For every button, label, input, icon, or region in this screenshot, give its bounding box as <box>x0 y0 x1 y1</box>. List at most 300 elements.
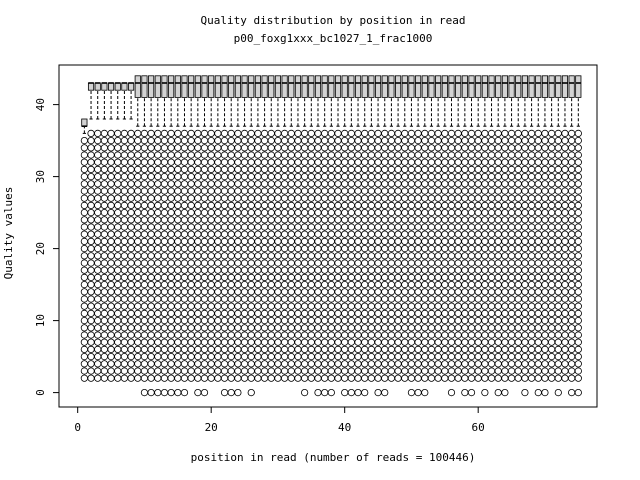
outlier-point <box>295 238 301 244</box>
outlier-point <box>241 166 247 172</box>
outlier-point <box>288 188 294 194</box>
outlier-point <box>341 159 347 165</box>
outlier-point <box>482 339 488 345</box>
outlier-point <box>495 253 501 259</box>
outlier-point <box>321 145 327 151</box>
outlier-point <box>115 181 121 187</box>
outlier-point <box>415 389 421 395</box>
outlier-point <box>115 209 121 215</box>
outlier-point <box>455 152 461 158</box>
outlier-point <box>335 224 341 230</box>
outlier-point <box>108 267 114 273</box>
outlier-point <box>301 267 307 273</box>
outlier-point <box>281 166 287 172</box>
outlier-point <box>348 145 354 151</box>
outlier-point <box>241 159 247 165</box>
outlier-point <box>482 217 488 223</box>
outlier-point <box>301 339 307 345</box>
outlier-point <box>448 224 454 230</box>
outlier-point <box>148 296 154 302</box>
outlier-point <box>181 332 187 338</box>
outlier-point <box>475 145 481 151</box>
outlier-point <box>135 209 141 215</box>
outlier-point <box>435 181 441 187</box>
outlier-point <box>415 303 421 309</box>
outlier-point <box>101 238 107 244</box>
outlier-point <box>115 130 121 136</box>
outlier-point <box>108 173 114 179</box>
outlier-point <box>241 209 247 215</box>
outlier-point <box>141 289 147 295</box>
outlier-point <box>428 332 434 338</box>
box <box>242 76 247 98</box>
outlier-point <box>215 332 221 338</box>
outlier-point <box>495 368 501 374</box>
outlier-point <box>121 231 127 237</box>
outlier-point <box>101 368 107 374</box>
outlier-point <box>341 361 347 367</box>
outlier-point <box>308 173 314 179</box>
outlier-point <box>528 209 534 215</box>
outlier-point <box>235 260 241 266</box>
outlier-point <box>268 209 274 215</box>
outlier-point <box>495 353 501 359</box>
outlier-point <box>255 346 261 352</box>
box-position-47 <box>388 76 394 382</box>
outlier-point <box>88 209 94 215</box>
outlier-point <box>241 289 247 295</box>
outlier-point <box>355 159 361 165</box>
outlier-point <box>435 375 441 381</box>
outlier-point <box>141 224 147 230</box>
box-position-42 <box>355 76 361 396</box>
outlier-point <box>155 310 161 316</box>
outlier-point <box>228 346 234 352</box>
outlier-point <box>455 231 461 237</box>
outlier-point <box>308 245 314 251</box>
outlier-point <box>328 332 334 338</box>
outlier-point <box>388 173 394 179</box>
outlier-point <box>128 375 134 381</box>
outlier-point <box>148 267 154 273</box>
outlier-point <box>422 332 428 338</box>
outlier-point <box>255 181 261 187</box>
outlier-point <box>215 231 221 237</box>
outlier-point <box>135 289 141 295</box>
box <box>415 76 420 98</box>
outlier-point <box>188 202 194 208</box>
outlier-point <box>368 339 374 345</box>
outlier-point <box>415 332 421 338</box>
outlier-point <box>288 137 294 143</box>
outlier-point <box>422 310 428 316</box>
outlier-point <box>81 173 87 179</box>
outlier-point <box>228 152 234 158</box>
outlier-point <box>535 368 541 374</box>
outlier-point <box>288 195 294 201</box>
outlier-point <box>535 303 541 309</box>
outlier-point <box>415 217 421 223</box>
outlier-point <box>335 159 341 165</box>
outlier-point <box>95 231 101 237</box>
outlier-point <box>315 346 321 352</box>
outlier-point <box>468 332 474 338</box>
outlier-point <box>455 173 461 179</box>
box <box>329 76 334 98</box>
outlier-point <box>575 238 581 244</box>
outlier-point <box>382 152 388 158</box>
box-position-56 <box>448 76 454 396</box>
box <box>435 76 440 98</box>
outlier-point <box>215 152 221 158</box>
outlier-point <box>281 375 287 381</box>
outlier-point <box>248 281 254 287</box>
outlier-point <box>562 166 568 172</box>
outlier-point <box>562 137 568 143</box>
outlier-point <box>195 303 201 309</box>
box <box>529 76 534 98</box>
outlier-point <box>275 166 281 172</box>
outlier-point <box>248 173 254 179</box>
outlier-point <box>348 325 354 331</box>
outlier-point <box>568 281 574 287</box>
outlier-point <box>382 332 388 338</box>
outlier-point <box>261 260 267 266</box>
outlier-point <box>208 130 214 136</box>
outlier-point <box>121 361 127 367</box>
outlier-point <box>221 253 227 259</box>
outlier-point <box>181 253 187 259</box>
outlier-point <box>522 346 528 352</box>
outlier-point <box>375 238 381 244</box>
outlier-point <box>495 173 501 179</box>
outlier-point <box>148 317 154 323</box>
outlier-point <box>528 152 534 158</box>
outlier-point <box>548 152 554 158</box>
outlier-point <box>522 361 528 367</box>
outlier-point <box>428 267 434 273</box>
outlier-point <box>502 368 508 374</box>
outlier-point <box>548 238 554 244</box>
box <box>449 76 454 98</box>
outlier-point <box>568 188 574 194</box>
outlier-point <box>235 296 241 302</box>
outlier-point <box>168 325 174 331</box>
outlier-point <box>508 238 514 244</box>
outlier-point <box>368 274 374 280</box>
outlier-point <box>275 274 281 280</box>
outlier-point <box>221 339 227 345</box>
outlier-point <box>388 181 394 187</box>
outlier-point <box>315 389 321 395</box>
outlier-point <box>195 339 201 345</box>
outlier-point <box>228 166 234 172</box>
outlier-point <box>395 195 401 201</box>
outlier-point <box>502 332 508 338</box>
outlier-point <box>181 217 187 223</box>
outlier-point <box>275 260 281 266</box>
outlier-point <box>355 166 361 172</box>
outlier-point <box>261 145 267 151</box>
outlier-point <box>528 368 534 374</box>
outlier-point <box>435 303 441 309</box>
outlier-point <box>308 130 314 136</box>
outlier-point <box>508 217 514 223</box>
box-position-61 <box>482 76 488 396</box>
outlier-point <box>201 238 207 244</box>
outlier-point <box>275 368 281 374</box>
outlier-point <box>415 238 421 244</box>
outlier-point <box>395 166 401 172</box>
outlier-point <box>95 173 101 179</box>
outlier-point <box>428 296 434 302</box>
outlier-point <box>241 195 247 201</box>
outlier-point <box>495 310 501 316</box>
outlier-point <box>328 137 334 143</box>
outlier-point <box>502 217 508 223</box>
outlier-point <box>115 137 121 143</box>
outlier-point <box>435 325 441 331</box>
outlier-point <box>422 217 428 223</box>
outlier-point <box>221 145 227 151</box>
outlier-point <box>288 375 294 381</box>
outlier-point <box>442 303 448 309</box>
outlier-point <box>221 353 227 359</box>
outlier-point <box>528 231 534 237</box>
outlier-point <box>442 325 448 331</box>
outlier-point <box>341 217 347 223</box>
outlier-point <box>555 224 561 230</box>
outlier-point <box>328 166 334 172</box>
outlier-point <box>155 260 161 266</box>
outlier-point <box>141 281 147 287</box>
outlier-point <box>388 195 394 201</box>
outlier-point <box>455 281 461 287</box>
outlier-point <box>575 389 581 395</box>
outlier-point <box>428 260 434 266</box>
outlier-point <box>175 145 181 151</box>
outlier-point <box>295 267 301 273</box>
outlier-point <box>88 202 94 208</box>
outlier-point <box>355 310 361 316</box>
outlier-point <box>295 339 301 345</box>
outlier-point <box>328 303 334 309</box>
outlier-point <box>528 303 534 309</box>
outlier-point <box>448 245 454 251</box>
outlier-point <box>208 296 214 302</box>
box-position-7 <box>121 83 127 381</box>
outlier-point <box>468 231 474 237</box>
outlier-point <box>95 353 101 359</box>
box <box>182 76 187 98</box>
outlier-point <box>515 317 521 323</box>
outlier-point <box>308 325 314 331</box>
outlier-point <box>362 137 368 143</box>
box <box>88 83 93 90</box>
outlier-point <box>115 281 121 287</box>
outlier-point <box>215 325 221 331</box>
outlier-point <box>382 137 388 143</box>
outlier-point <box>475 166 481 172</box>
outlier-point <box>261 339 267 345</box>
outlier-point <box>268 152 274 158</box>
outlier-point <box>108 317 114 323</box>
outlier-point <box>482 130 488 136</box>
outlier-point <box>121 188 127 194</box>
outlier-point <box>221 130 227 136</box>
box <box>269 76 274 98</box>
outlier-point <box>275 303 281 309</box>
outlier-point <box>455 317 461 323</box>
outlier-point <box>115 267 121 273</box>
outlier-point <box>268 245 274 251</box>
outlier-point <box>462 145 468 151</box>
outlier-point <box>228 188 234 194</box>
outlier-point <box>148 238 154 244</box>
outlier-point <box>488 296 494 302</box>
outlier-point <box>522 145 528 151</box>
outlier-point <box>462 325 468 331</box>
box <box>502 76 507 98</box>
outlier-point <box>402 267 408 273</box>
outlier-point <box>195 274 201 280</box>
outlier-point <box>295 289 301 295</box>
outlier-point <box>368 332 374 338</box>
outlier-point <box>301 296 307 302</box>
outlier-point <box>261 303 267 309</box>
outlier-point <box>435 145 441 151</box>
outlier-point <box>575 231 581 237</box>
outlier-point <box>368 173 374 179</box>
outlier-point <box>348 303 354 309</box>
outlier-point <box>408 317 414 323</box>
outlier-point <box>542 137 548 143</box>
outlier-point <box>568 389 574 395</box>
outlier-point <box>121 332 127 338</box>
outlier-point <box>95 303 101 309</box>
outlier-point <box>402 217 408 223</box>
outlier-point <box>335 217 341 223</box>
box <box>402 76 407 98</box>
outlier-point <box>168 267 174 273</box>
outlier-point <box>268 353 274 359</box>
outlier-point <box>535 245 541 251</box>
outlier-point <box>442 145 448 151</box>
outlier-point <box>382 231 388 237</box>
outlier-point <box>488 181 494 187</box>
outlier-point <box>228 253 234 259</box>
outlier-point <box>408 353 414 359</box>
outlier-point <box>455 310 461 316</box>
outlier-point <box>261 267 267 273</box>
outlier-point <box>488 217 494 223</box>
outlier-point <box>462 245 468 251</box>
outlier-point <box>548 173 554 179</box>
outlier-point <box>101 303 107 309</box>
outlier-point <box>468 130 474 136</box>
outlier-point <box>168 173 174 179</box>
outlier-point <box>228 145 234 151</box>
outlier-point <box>382 353 388 359</box>
outlier-point <box>348 353 354 359</box>
outlier-point <box>348 281 354 287</box>
outlier-point <box>395 281 401 287</box>
outlier-point <box>301 274 307 280</box>
outlier-point <box>215 130 221 136</box>
outlier-point <box>562 152 568 158</box>
outlier-point <box>95 238 101 244</box>
outlier-point <box>388 260 394 266</box>
outlier-point <box>575 166 581 172</box>
outlier-point <box>235 181 241 187</box>
outlier-point <box>548 181 554 187</box>
outlier-point <box>428 130 434 136</box>
outlier-point <box>175 209 181 215</box>
outlier-point <box>502 173 508 179</box>
outlier-point <box>148 281 154 287</box>
outlier-point <box>495 231 501 237</box>
outlier-point <box>321 159 327 165</box>
outlier-point <box>528 339 534 345</box>
outlier-point <box>328 368 334 374</box>
outlier-point <box>341 231 347 237</box>
outlier-point <box>135 361 141 367</box>
outlier-point <box>428 173 434 179</box>
outlier-point <box>442 310 448 316</box>
outlier-point <box>422 253 428 259</box>
outlier-point <box>515 310 521 316</box>
outlier-point <box>275 332 281 338</box>
outlier-point <box>502 238 508 244</box>
outlier-point <box>448 209 454 215</box>
outlier-point <box>315 152 321 158</box>
outlier-point <box>502 152 508 158</box>
outlier-point <box>128 245 134 251</box>
outlier-point <box>422 346 428 352</box>
outlier-point <box>281 137 287 143</box>
outlier-point <box>161 181 167 187</box>
box <box>262 76 267 98</box>
outlier-point <box>575 260 581 266</box>
outlier-point <box>155 217 161 223</box>
outlier-point <box>215 260 221 266</box>
outlier-point <box>362 217 368 223</box>
outlier-point <box>88 195 94 201</box>
outlier-point <box>81 260 87 266</box>
outlier-point <box>121 166 127 172</box>
outlier-point <box>235 361 241 367</box>
outlier-point <box>201 332 207 338</box>
outlier-point <box>281 130 287 136</box>
outlier-point <box>555 310 561 316</box>
outlier-point <box>562 281 568 287</box>
outlier-point <box>475 317 481 323</box>
outlier-point <box>155 346 161 352</box>
outlier-point <box>255 195 261 201</box>
outlier-point <box>228 389 234 395</box>
box <box>168 76 173 98</box>
outlier-point <box>235 389 241 395</box>
outlier-point <box>555 281 561 287</box>
outlier-point <box>175 389 181 395</box>
outlier-point <box>548 339 554 345</box>
y-tick-label: 30 <box>34 169 47 184</box>
outlier-point <box>128 202 134 208</box>
outlier-point <box>442 267 448 273</box>
outlier-point <box>268 224 274 230</box>
outlier-point <box>221 209 227 215</box>
outlier-point <box>135 173 141 179</box>
